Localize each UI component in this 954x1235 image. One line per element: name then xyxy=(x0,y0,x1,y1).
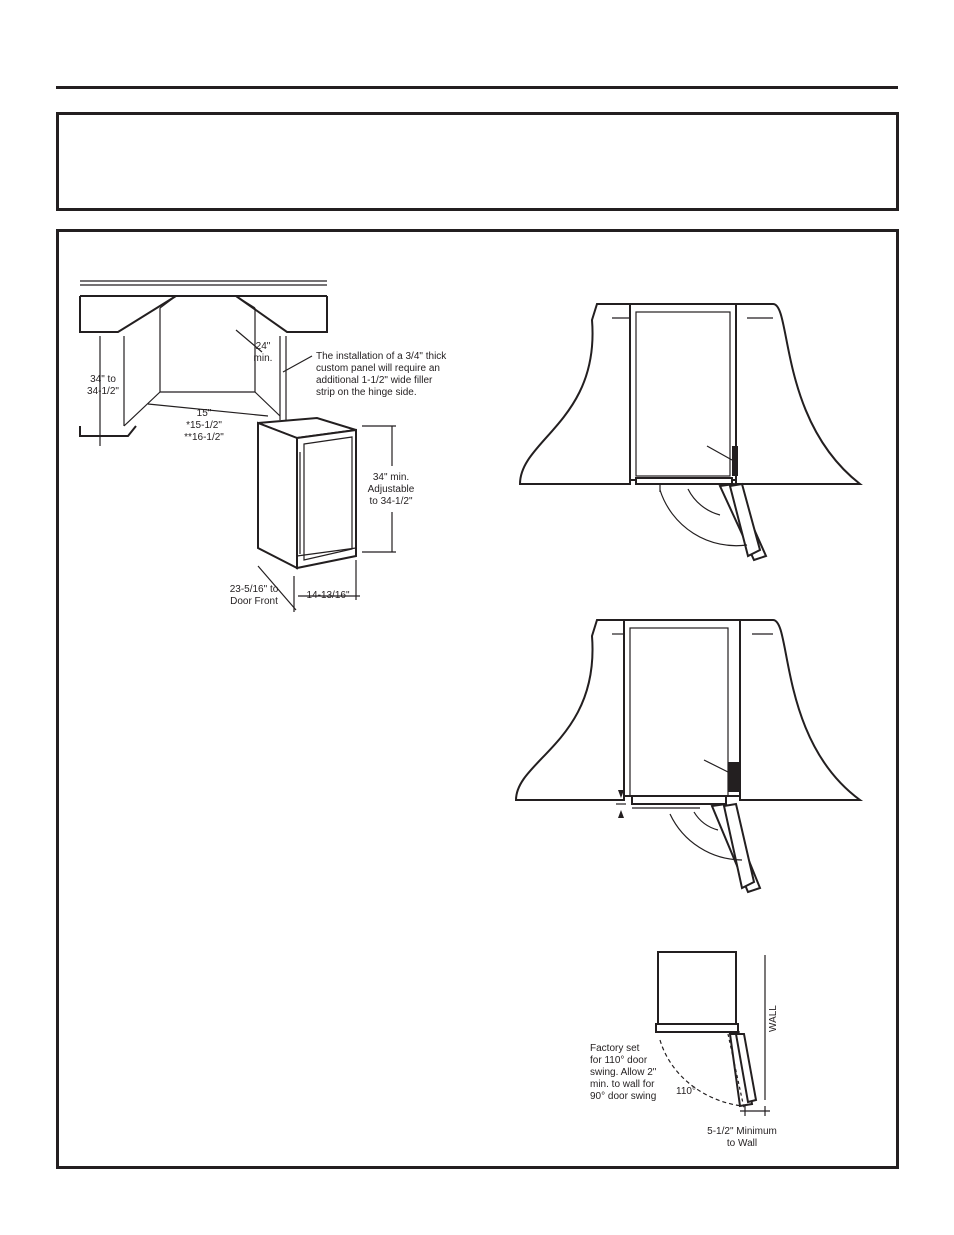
swing-angle-label: 110° xyxy=(676,1086,696,1097)
swing-note-line-3: swing. Allow 2" xyxy=(590,1067,657,1078)
unit-height-label-2: Adjustable xyxy=(367,484,415,495)
opening-height-label: 34" to xyxy=(90,374,116,385)
door-swing-diagram xyxy=(590,952,779,1149)
unit-width-label: 14-13/16" xyxy=(306,590,350,601)
cutout-diagram xyxy=(80,281,447,446)
unit-height-label: 34" min. xyxy=(372,472,410,483)
swing-note-line-4: min. to wall for xyxy=(590,1079,655,1090)
wall-label: WALL xyxy=(768,1005,779,1032)
unit-depth-label-2: Door Front xyxy=(230,596,278,607)
panel-note-line-1: The installation of a 3/4" thick xyxy=(316,351,447,362)
opening-depth-label: 24" xyxy=(255,341,271,352)
swing-note-line-5: 90° door swing xyxy=(590,1091,657,1102)
panel-note-line-3: additional 1-1/2" wide filler xyxy=(316,375,433,386)
hinge-marker-1 xyxy=(732,446,738,476)
wall-clearance-label-2: to Wall xyxy=(726,1138,758,1149)
opening-depth-label-2: min. xyxy=(253,353,273,364)
hinge-marker-2 xyxy=(728,762,740,792)
opening-height-label-2: 34-1/2" xyxy=(87,386,119,397)
unit-diagram xyxy=(230,418,415,612)
panel-note-line-4: strip on the hinge side. xyxy=(316,387,417,398)
panel-note-line-2: custom panel will require an xyxy=(316,363,440,374)
swing-note-line-1: Factory set xyxy=(590,1043,640,1054)
unit-height-label-3: to 34-1/2" xyxy=(369,496,413,507)
top-view-diagram-1 xyxy=(520,304,860,560)
opening-width-label-2: *15-1/2" xyxy=(186,420,222,431)
swing-note-line-2: for 110° door xyxy=(590,1055,648,1066)
opening-width-label: 15" xyxy=(196,408,212,419)
opening-width-label-3: **16-1/2" xyxy=(184,432,224,443)
top-view-diagram-2 xyxy=(516,620,860,892)
wall-clearance-label: 5-1/2" Minimum xyxy=(707,1126,777,1137)
unit-depth-label: 23-5/16" to xyxy=(229,584,279,595)
